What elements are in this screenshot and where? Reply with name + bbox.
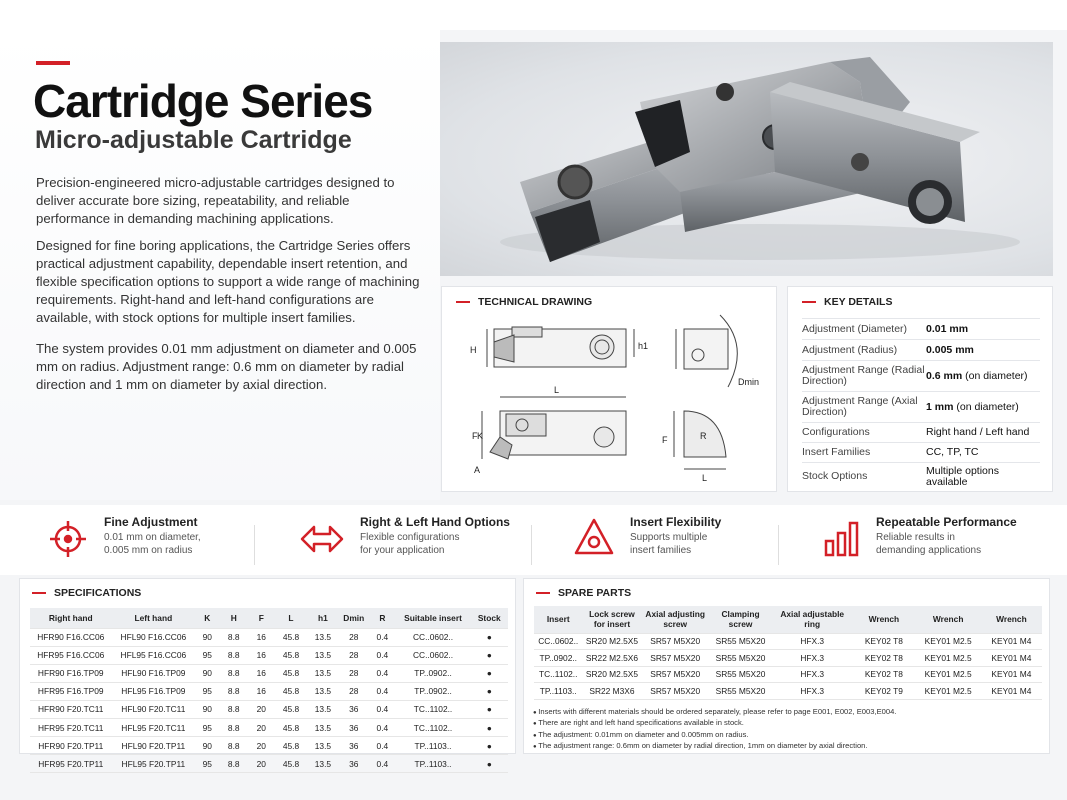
key-detail-label: Adjustment Range (Axial Direction) (802, 395, 918, 418)
key-detail-value-bold: 0.01 mm (926, 322, 969, 335)
table-cell: 8.8 (219, 700, 248, 718)
key-detail-label: Stock Options (802, 470, 868, 482)
key-detail-value-bold: 0.6 mm (926, 369, 963, 382)
table-cell: HFX.3 (772, 650, 852, 667)
table-cell: ● (470, 646, 508, 664)
key-detail-value-bold: 0.005 mm (926, 343, 974, 356)
column-header: Right hand (30, 608, 112, 628)
column-header: Wrench (981, 606, 1042, 633)
table-cell: 13.5 (308, 682, 339, 700)
table-row (534, 683, 1042, 700)
table-cell: HFL90 F16.TP09 (112, 664, 196, 682)
intro-paragraph-1: Precision-engineered micro-adjustable cartridges designed to deliver accurate bore sizing, repeatability, and reliable performance in demanding machining applications. (36, 175, 395, 226)
table-cell: SR55 M5X20 (709, 650, 772, 667)
table-cell: 13.5 (308, 628, 339, 646)
table-row (30, 737, 508, 755)
key-detail-row (802, 442, 1040, 462)
table-cell: CC..0602.. (396, 628, 471, 646)
column-header: Axial adjustable ring (772, 606, 852, 633)
table-row (30, 646, 508, 664)
table-cell: 8.8 (219, 755, 248, 773)
table-cell: HFL90 F20.TC11 (112, 700, 196, 718)
table-cell: 16 (248, 664, 274, 682)
table-cell: KEY01 M4 (981, 650, 1042, 667)
key-detail-value-rest: (on diameter) (953, 400, 1019, 413)
table-cell: HFR90 F20.TC11 (30, 700, 112, 718)
table-cell: HFL90 F16.CC06 (112, 628, 196, 646)
dim-label-F: F (472, 431, 478, 441)
specifications-panel (19, 578, 516, 769)
product-photo (440, 42, 1053, 276)
table-cell: KEY01 M4 (981, 666, 1042, 683)
key-detail-row (802, 318, 1040, 339)
table-cell: 0.4 (369, 737, 395, 755)
intro-paragraph-3: The system provides 0.01 mm adjustment on diameter and 0.005 mm on radius. Adjustment range: 0.6 mm on diameter by radial direction and 1 mm on diameter by axial direction. (36, 341, 417, 392)
spare-body (534, 633, 1042, 699)
note-item: ● The adjustment: 0.01mm on diameter and 0.005mm on radius. (533, 730, 896, 741)
table-cell: SR57 M5X20 (641, 650, 708, 667)
table-cell: KEY02 T8 (852, 650, 915, 667)
feature-title: Fine Adjustment (104, 515, 198, 529)
table-cell: 0.4 (369, 646, 395, 664)
table-cell: KEY02 T8 (852, 633, 915, 650)
table-cell: KEY01 M4 (981, 633, 1042, 650)
feature-title: Repeatable Performance (876, 515, 1017, 529)
table-cell: SR22 M2.5X6 (582, 650, 641, 667)
table-cell: 45.8 (274, 646, 307, 664)
table-row (534, 633, 1042, 650)
table-cell: KEY02 T8 (852, 666, 915, 683)
key-detail-row (802, 462, 1040, 490)
note-item: ● Inserts with different materials should be ordered separately, please refer to page E001, E002, E003,E004. (533, 707, 896, 718)
table-cell: TP..1103.. (396, 755, 471, 773)
table-cell: SR55 M5X20 (709, 683, 772, 700)
feature-desc: demanding applications (876, 545, 982, 556)
table-cell: 0.4 (369, 718, 395, 736)
key-detail-value-bold: 1 mm (926, 400, 954, 413)
key-detail-value (926, 371, 1028, 382)
dim-label-L: L (554, 385, 560, 395)
dim-label-R: R (700, 431, 707, 441)
table-cell: 8.8 (219, 664, 248, 682)
table-cell: 36 (338, 718, 369, 736)
table-cell: 13.5 (308, 664, 339, 682)
specifications-table (30, 608, 508, 773)
note-item: ● There are right and left hand specifications available in stock. (533, 718, 896, 729)
table-cell: KEY01 M2.5 (915, 683, 980, 700)
table-cell: 28 (338, 628, 369, 646)
table-cell: TP..1103.. (534, 683, 582, 700)
table-row (30, 718, 508, 736)
spec-body (30, 628, 508, 773)
feature-desc: 0.005 mm on radius (104, 545, 193, 556)
table-cell: ● (470, 700, 508, 718)
key-detail-value (926, 402, 1019, 413)
feature-desc: Supports multiple (630, 532, 708, 543)
table-cell: 13.5 (308, 737, 339, 755)
table-cell: 8.8 (219, 718, 248, 736)
table-cell: HFL95 F16.CC06 (112, 646, 196, 664)
table-cell: 36 (338, 700, 369, 718)
table-cell: 45.8 (274, 718, 307, 736)
column-header: Left hand (112, 608, 196, 628)
table-cell: HFR90 F20.TP11 (30, 737, 112, 755)
feature-right-left-hand (298, 515, 510, 559)
table-cell: CC..0602.. (396, 646, 471, 664)
table-row (30, 682, 508, 700)
table-cell: KEY02 T9 (852, 683, 915, 700)
key-detail-value (926, 324, 968, 335)
feature-insert-flexibility (572, 515, 721, 559)
heading-accent (536, 592, 550, 594)
table-cell: HFX.3 (772, 666, 852, 683)
column-header: Insert (534, 606, 582, 633)
table-cell: HFX.3 (772, 683, 852, 700)
table-cell: 20 (248, 700, 274, 718)
table-cell: 95 (195, 682, 219, 700)
feature-desc: 0.01 mm on diameter, (104, 532, 201, 543)
table-cell: 13.5 (308, 646, 339, 664)
key-detail-row (802, 339, 1040, 360)
key-detail-label: Insert Families (802, 446, 871, 458)
table-row (534, 666, 1042, 683)
table-cell: 95 (195, 755, 219, 773)
table-cell: HFR95 F20.TC11 (30, 718, 112, 736)
table-cell: 36 (338, 755, 369, 773)
table-cell: 28 (338, 646, 369, 664)
table-cell: HFR95 F16.CC06 (30, 646, 112, 664)
table-cell: 8.8 (219, 737, 248, 755)
column-header: Clamping screw (709, 606, 772, 633)
table-cell: 90 (195, 737, 219, 755)
column-header: H (219, 608, 248, 628)
key-details-heading (802, 296, 892, 308)
specifications-heading (32, 587, 141, 599)
spare-parts-table (534, 606, 1042, 700)
key-detail-value: Right hand / Left hand (926, 426, 1030, 438)
table-cell: HFL90 F20.TP11 (112, 737, 196, 755)
column-header: Wrench (915, 606, 980, 633)
table-cell: 8.8 (219, 682, 248, 700)
table-cell: 36 (338, 737, 369, 755)
key-details-panel (787, 286, 1053, 492)
feature-divider (254, 525, 255, 565)
technical-drawing-svg (442, 287, 778, 493)
table-cell: 0.4 (369, 682, 395, 700)
key-detail-label: Adjustment (Diameter) (802, 322, 908, 335)
cartridge-photo-illustration (440, 42, 1053, 276)
table-cell: ● (470, 664, 508, 682)
table-cell: 45.8 (274, 664, 307, 682)
table-cell: HFR90 F16.CC06 (30, 628, 112, 646)
table-cell: 45.8 (274, 737, 307, 755)
table-cell: 28 (338, 664, 369, 682)
feature-repeatable-performance (822, 515, 1017, 559)
table-cell: 0.4 (369, 628, 395, 646)
table-cell: SR57 M5X20 (641, 683, 708, 700)
table-cell: SR57 M5X20 (641, 666, 708, 683)
table-cell: HFX.3 (772, 633, 852, 650)
column-header: Stock (470, 608, 508, 628)
table-row (30, 700, 508, 718)
page-title: Cartridge Series (33, 75, 373, 127)
table-cell: ● (470, 755, 508, 773)
feature-fine-adjustment (46, 515, 201, 559)
table-cell: 90 (195, 700, 219, 718)
table-cell: 0.4 (369, 755, 395, 773)
feature-desc: for your application (360, 545, 445, 556)
table-cell: CC..0602.. (534, 633, 582, 650)
spare-parts-notes (533, 707, 896, 753)
dim-label-F2: F (662, 435, 668, 445)
table-cell: HFL95 F16.TP09 (112, 682, 196, 700)
double-arrow-icon (298, 515, 346, 559)
table-cell: 45.8 (274, 682, 307, 700)
triangle-insert-icon (572, 515, 616, 559)
key-detail-row (802, 360, 1040, 391)
column-header: Axial adjusting screw (641, 606, 708, 633)
column-header: R (369, 608, 395, 628)
table-cell: HFR95 F16.TP09 (30, 682, 112, 700)
table-cell: 20 (248, 718, 274, 736)
table-cell: 16 (248, 628, 274, 646)
heading-accent (802, 301, 816, 303)
table-cell: 16 (248, 646, 274, 664)
table-cell: HFL95 F20.TP11 (112, 755, 196, 773)
table-cell: KEY01 M4 (981, 683, 1042, 700)
table-cell: 45.8 (274, 700, 307, 718)
table-cell: HFR90 F16.TP09 (30, 664, 112, 682)
feature-desc: insert families (630, 545, 692, 556)
dim-label-H: H (470, 345, 477, 355)
dim-label-K: K (477, 431, 484, 441)
table-cell: ● (470, 718, 508, 736)
key-detail-row (802, 391, 1040, 422)
table-cell: 13.5 (308, 718, 339, 736)
dim-label-h1: h1 (638, 341, 649, 351)
table-cell: KEY01 M2.5 (915, 633, 980, 650)
table-cell: 8.8 (219, 646, 248, 664)
feature-title: Right & Left Hand Options (360, 515, 510, 529)
feature-desc: Reliable results in (876, 532, 955, 543)
table-cell: ● (470, 737, 508, 755)
table-cell: TP..0902.. (396, 664, 471, 682)
table-cell: 28 (338, 682, 369, 700)
page-subtitle: Micro-adjustable Cartridge (35, 126, 352, 154)
table-cell: 20 (248, 737, 274, 755)
key-detail-label: Adjustment (Radius) (802, 343, 898, 356)
table-cell: SR20 M2.5X5 (582, 666, 641, 683)
dim-label-L2: L (702, 473, 708, 483)
title-accent-bar (36, 61, 70, 65)
feature-divider (531, 525, 532, 565)
column-header: F (248, 608, 274, 628)
feature-divider (778, 525, 779, 565)
bar-chart-icon (822, 515, 862, 559)
column-header: h1 (308, 608, 339, 628)
heading-accent (32, 592, 46, 594)
table-cell: TP..0902.. (396, 682, 471, 700)
key-details-title: KEY DETAILS (824, 296, 893, 308)
table-cell: 0.4 (369, 700, 395, 718)
table-cell: TC..1102.. (396, 718, 471, 736)
column-header: Lock screw for insert (582, 606, 641, 633)
note-item: ● The adjustment range: 0.6mm on diameter by radial direction, 1mm on diameter by axial direction. (533, 741, 896, 752)
spec-header-row (30, 608, 508, 628)
table-cell: 45.8 (274, 628, 307, 646)
table-cell: SR22 M3X6 (582, 683, 641, 700)
table-cell: HFL95 F20.TC11 (112, 718, 196, 736)
intro-paragraph-2: Designed for fine boring applications, the Cartridge Series offers practical adjustment capability, dependable insert retention, and flexible specification options to support a wide range of machining requirements. Right-hand and left-hand configurations are available, with stock options for multiple insert families. (36, 238, 420, 325)
key-detail-value: CC, TP, TC (926, 446, 979, 458)
specifications-title: SPECIFICATIONS (54, 587, 142, 599)
feature-desc: Flexible configurations (360, 532, 460, 543)
column-header: Wrench (852, 606, 915, 633)
table-cell: SR55 M5X20 (709, 666, 772, 683)
table-cell: SR55 M5X20 (709, 633, 772, 650)
table-cell: 20 (248, 755, 274, 773)
technical-drawing-title: TECHNICAL DRAWING (478, 296, 593, 308)
table-cell: 16 (248, 682, 274, 700)
key-detail-row (802, 422, 1040, 442)
table-cell: HFR95 F20.TP11 (30, 755, 112, 773)
key-detail-label: Configurations (802, 426, 870, 438)
table-cell: KEY01 M2.5 (915, 666, 980, 683)
key-detail-value-rest: (on diameter) (962, 369, 1028, 382)
column-header: K (195, 608, 219, 628)
table-cell: TP..1103.. (396, 737, 471, 755)
table-cell: SR57 M5X20 (641, 633, 708, 650)
dim-label-A: A (474, 465, 481, 475)
table-row (30, 755, 508, 773)
table-row (534, 650, 1042, 667)
table-cell: TC..1102.. (534, 666, 582, 683)
spare-parts-heading (536, 587, 631, 599)
spare-header-row (534, 606, 1042, 633)
key-detail-value (926, 345, 974, 356)
table-cell: 8.8 (219, 628, 248, 646)
spare-parts-title: SPARE PARTS (558, 587, 632, 599)
table-cell: 0.4 (369, 664, 395, 682)
feature-title: Insert Flexibility (630, 515, 722, 529)
table-cell: 45.8 (274, 755, 307, 773)
dim-label-Dmin: Dmin (738, 377, 760, 387)
table-cell: 90 (195, 628, 219, 646)
table-cell: TC..1102.. (396, 700, 471, 718)
column-header: Dmin (338, 608, 369, 628)
technical-drawing-panel (441, 286, 777, 492)
table-cell: SR20 M2.5X5 (582, 633, 641, 650)
table-row (30, 628, 508, 646)
table-cell: ● (470, 682, 508, 700)
table-cell: ● (470, 628, 508, 646)
crosshair-icon (46, 515, 90, 559)
table-cell: 95 (195, 646, 219, 664)
table-cell: TP..0902.. (534, 650, 582, 667)
table-cell: 13.5 (308, 755, 339, 773)
column-header: L (274, 608, 307, 628)
column-header: Suitable insert (396, 608, 471, 628)
key-detail-label: Adjustment Range (Radial Direction) (802, 364, 925, 387)
table-cell: KEY01 M2.5 (915, 650, 980, 667)
features-band (0, 505, 1067, 575)
top-band (0, 0, 1067, 30)
table-cell: 13.5 (308, 700, 339, 718)
key-detail-value: Multiple options available (926, 464, 999, 488)
table-row (30, 664, 508, 682)
table-cell: 95 (195, 718, 219, 736)
table-cell: 90 (195, 664, 219, 682)
